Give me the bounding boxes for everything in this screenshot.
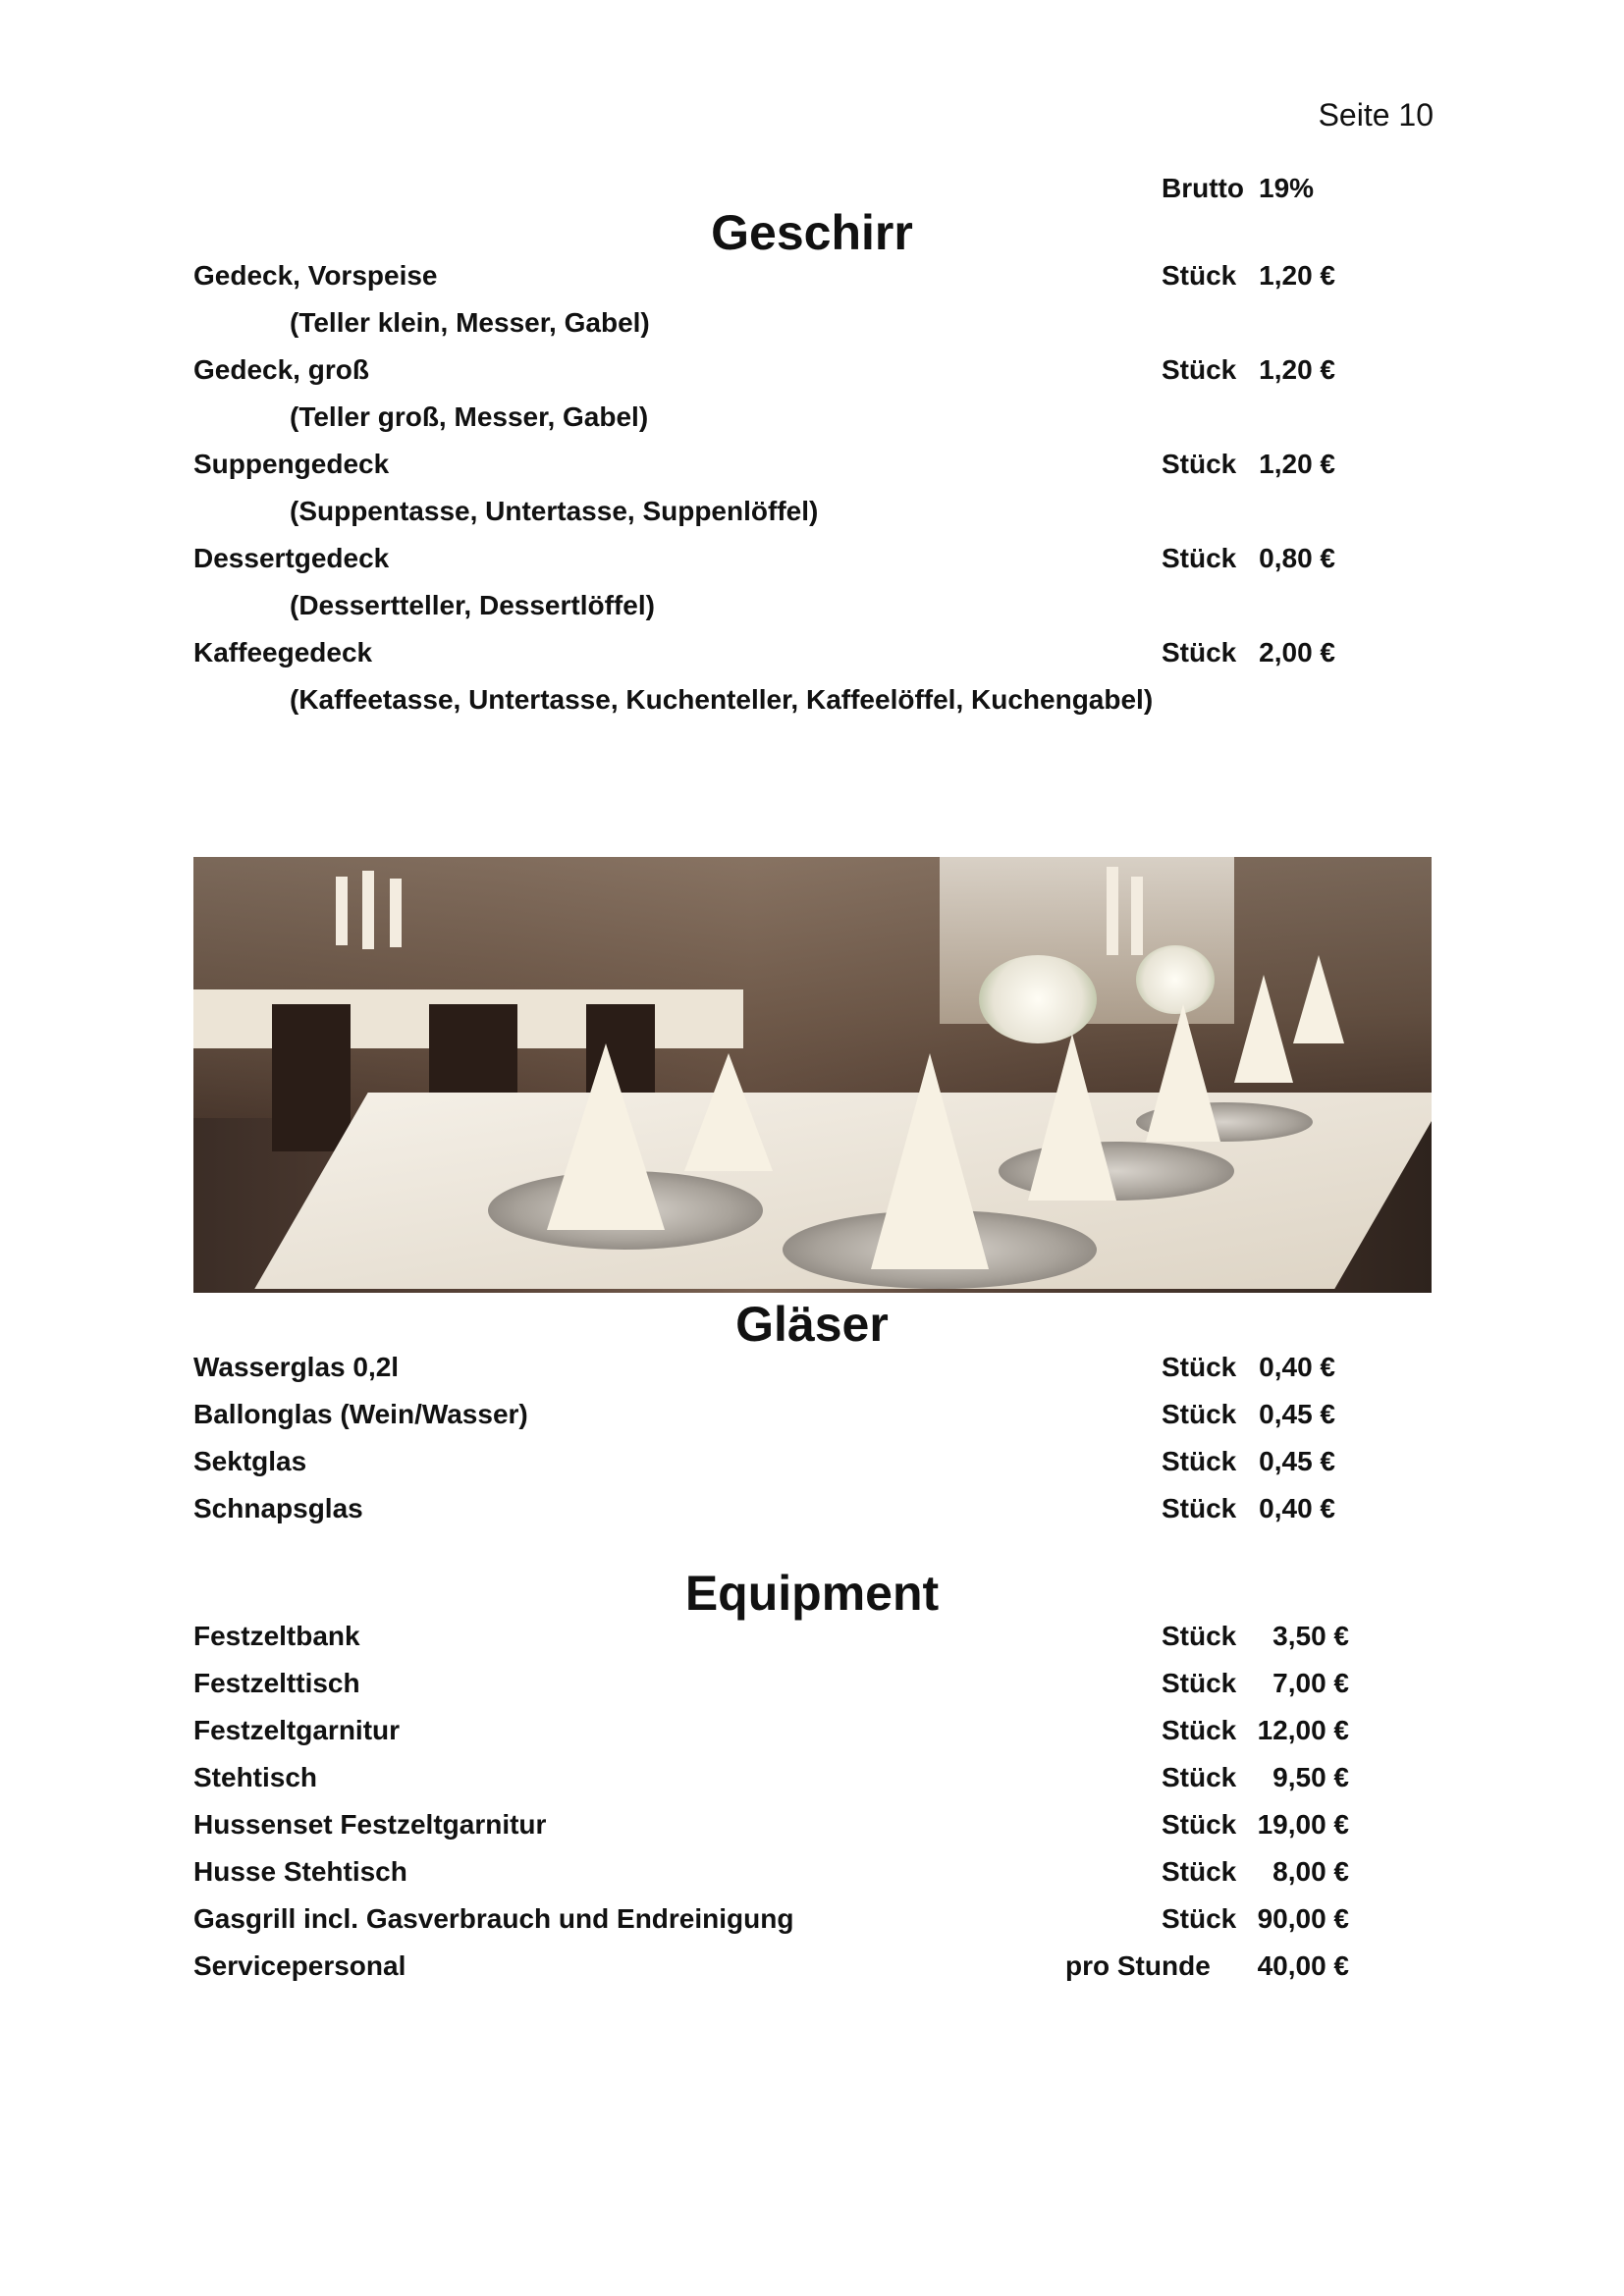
item-name: Festzeltbank: [193, 1621, 360, 1651]
item-detail-row: [0, 582, 1624, 629]
item-price: 9,50 €: [1272, 1762, 1349, 1792]
item-price: 7,00 €: [1272, 1668, 1349, 1698]
item-unit: Stück: [1162, 1352, 1237, 1382]
item-name: Schnapsglas: [193, 1493, 363, 1523]
item-unit: Stück: [1162, 637, 1237, 667]
item-name: Stehtisch: [193, 1762, 318, 1792]
item-detail: (Kaffeetasse, Untertasse, Kuchenteller, Kaffeelöffel, Kuchengabel): [290, 684, 1154, 715]
photo-candle: [336, 877, 348, 945]
item-price: 0,80 €: [1259, 543, 1335, 573]
item-name: Gedeck, groß: [193, 354, 369, 385]
item-detail: (Dessertteller, Dessertlöffel): [290, 590, 655, 620]
list-item: [0, 1707, 1624, 1754]
item-name: Suppengedeck: [193, 449, 390, 479]
item-name: Gedeck, Vorspeise: [193, 260, 438, 291]
item-name: Ballonglas (Wein/Wasser): [193, 1399, 528, 1429]
item-unit: Stück: [1162, 449, 1237, 479]
photo-candle: [362, 871, 374, 949]
item-detail-row: [0, 676, 1624, 723]
item-detail: (Teller groß, Messer, Gabel): [290, 401, 649, 432]
list-item: [0, 1943, 1624, 1990]
photo-napkin: [871, 1053, 989, 1269]
list-item: [0, 629, 1624, 676]
list-item: [0, 252, 1624, 299]
item-unit: Stück: [1162, 1399, 1237, 1429]
item-detail-row: [0, 488, 1624, 535]
item-detail-row: [0, 394, 1624, 441]
photo-candle: [1131, 877, 1143, 955]
vat-label: 19%: [1259, 173, 1315, 203]
photo-napkin: [1146, 1004, 1220, 1142]
list-item: [0, 1613, 1624, 1660]
item-unit: Stück: [1162, 543, 1237, 573]
photo-chair: [272, 1004, 351, 1151]
list-item: [0, 1848, 1624, 1896]
brutto-label: Brutto: [1162, 173, 1244, 203]
item-unit: Stück: [1162, 1446, 1237, 1476]
item-name: Sektglas: [193, 1446, 307, 1476]
section-title-equipment: Equipment: [684, 1566, 940, 1621]
list-item: [0, 535, 1624, 582]
list-item: [0, 1660, 1624, 1707]
photo-napkin: [1028, 1034, 1116, 1201]
item-price: 0,45 €: [1259, 1399, 1335, 1429]
item-name: Wasserglas 0,2l: [193, 1352, 400, 1382]
item-price: 1,20 €: [1259, 260, 1335, 291]
photo-napkin: [1293, 955, 1344, 1043]
item-unit: Stück: [1162, 1809, 1237, 1840]
photo-flowers: [979, 955, 1097, 1043]
list-item: [0, 1344, 1624, 1391]
item-name: Hussenset Festzeltgarnitur: [193, 1809, 547, 1840]
photo-napkin: [547, 1043, 665, 1230]
item-name: Gasgrill incl. Gasverbrauch und Endreinigung: [193, 1903, 794, 1934]
banquet-table-photo: [193, 857, 1432, 1293]
item-price: 19,00 €: [1257, 1809, 1349, 1840]
list-item: [0, 441, 1624, 488]
list-item: [0, 347, 1624, 394]
page-number: Seite 10: [1318, 97, 1434, 133]
item-unit: pro Stunde: [1065, 1950, 1211, 1981]
item-detail: (Teller klein, Messer, Gabel): [290, 307, 650, 338]
photo-napkin: [684, 1053, 773, 1171]
item-unit: Stück: [1162, 1762, 1237, 1792]
list-item: [0, 1896, 1624, 1943]
photo-candle: [390, 879, 402, 947]
list-item: [0, 1485, 1624, 1532]
item-name: Festzeltgarnitur: [193, 1715, 401, 1745]
item-name: Festzelttisch: [193, 1668, 360, 1698]
section-title-glaeser: Gläser: [735, 1297, 889, 1352]
item-price: 12,00 €: [1257, 1715, 1349, 1745]
item-price: 3,50 €: [1272, 1621, 1349, 1651]
section-title-geschirr: Geschirr: [711, 205, 913, 260]
item-unit: Stück: [1162, 1493, 1237, 1523]
photo-candle: [1107, 867, 1118, 955]
item-name: Husse Stehtisch: [193, 1856, 407, 1887]
item-name: Dessertgedeck: [193, 543, 390, 573]
item-unit: Stück: [1162, 1668, 1237, 1698]
item-price: 0,40 €: [1259, 1493, 1335, 1523]
item-unit: Stück: [1162, 1903, 1237, 1934]
list-item: [0, 1754, 1624, 1801]
item-price: 0,45 €: [1259, 1446, 1335, 1476]
item-detail-row: [0, 299, 1624, 347]
item-price: 1,20 €: [1259, 354, 1335, 385]
item-price: 1,20 €: [1259, 449, 1335, 479]
item-price: 0,40 €: [1259, 1352, 1335, 1382]
list-item: [0, 1801, 1624, 1848]
item-detail: (Suppentasse, Untertasse, Suppenlöffel): [290, 496, 819, 526]
item-unit: Stück: [1162, 260, 1237, 291]
item-unit: Stück: [1162, 1621, 1237, 1651]
item-name: Servicepersonal: [193, 1950, 406, 1981]
item-price: 90,00 €: [1257, 1903, 1349, 1934]
list-item: [0, 1391, 1624, 1438]
item-unit: Stück: [1162, 1715, 1237, 1745]
item-price: 2,00 €: [1259, 637, 1335, 667]
list-item: [0, 1438, 1624, 1485]
item-price: 8,00 €: [1272, 1856, 1349, 1887]
item-unit: Stück: [1162, 1856, 1237, 1887]
photo-napkin: [1234, 975, 1293, 1083]
item-price: 40,00 €: [1257, 1950, 1349, 1981]
item-name: Kaffeegedeck: [193, 637, 373, 667]
item-unit: Stück: [1162, 354, 1237, 385]
